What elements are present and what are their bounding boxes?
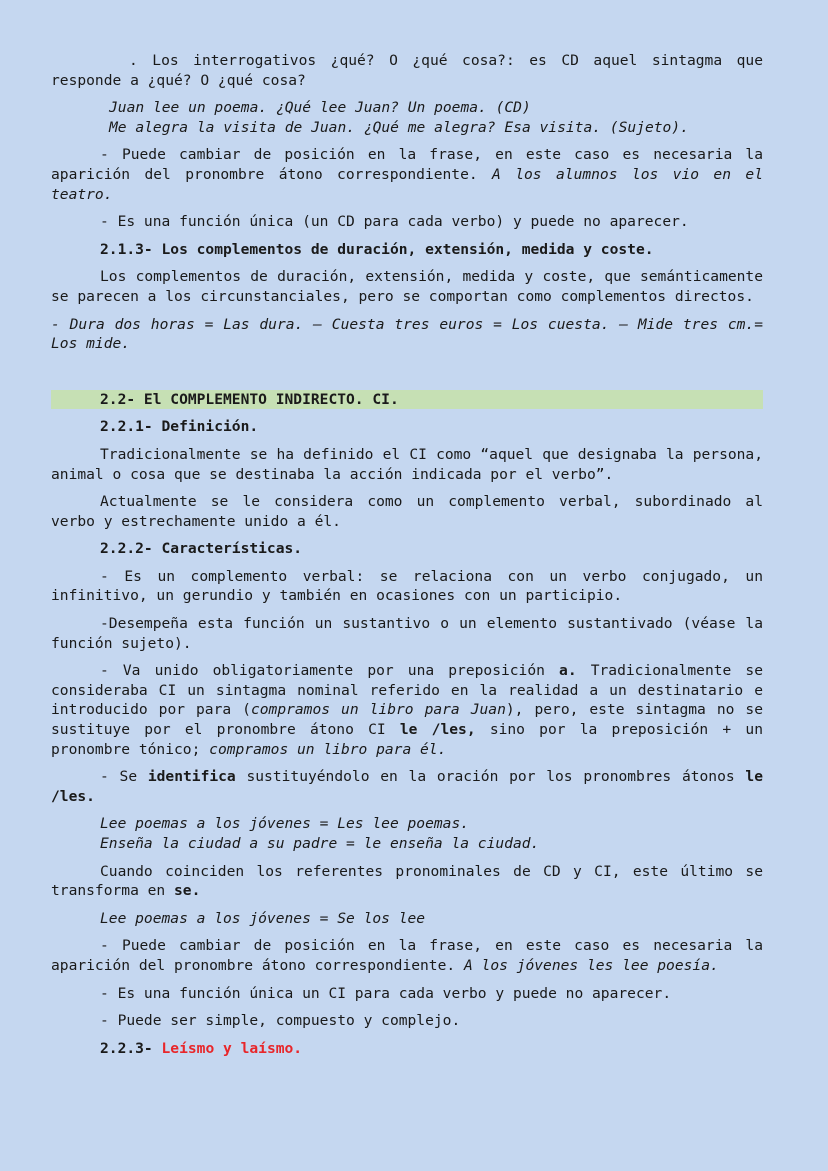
bold-run: le /les, bbox=[399, 721, 476, 739]
heading-number: 2.2.3- bbox=[100, 1039, 162, 1057]
document-body bbox=[51, 51, 763, 1066]
ci-unica-paragraph: - Es una función única un CI para cada verbo y puede no aparecer. bbox=[100, 984, 672, 1002]
bold-run: a. bbox=[559, 662, 577, 680]
caracteristica-1: - Es un complemento verbal: se relaciona con un verbo conjugado, un infinitivo, un gerundio y también en ocasiones con un participio. bbox=[51, 567, 763, 605]
definicion-paragraph-2: Actualmente se le considera como un complemento verbal, subordinado al verbo y estrechamente unido a él. bbox=[51, 493, 763, 530]
ci-simple-paragraph: - Puede ser simple, compuesto y complejo. bbox=[100, 1012, 461, 1030]
complementos-examples: - Dura dos horas = Las dura. – Cuesta tres euros = Los cuesta. – Mide tres cm.= Los mide. bbox=[51, 315, 763, 353]
text-run: - Se bbox=[100, 768, 148, 786]
heading-2-2: 2.2- El COMPLEMENTO INDIRECTO. CI. bbox=[51, 390, 763, 410]
coinciden-paragraph bbox=[51, 862, 763, 901]
example-line: Juan lee un poema. ¿Qué lee Juan? Un poema. (CD) bbox=[109, 99, 531, 117]
interrogativos-paragraph: . Los interrogativos ¿qué? O ¿qué cosa?: es CD aquel sintagma que responde a ¿qué? O ¿qué cosa? bbox=[51, 52, 763, 89]
text-run: ), pero, este sintagma no se sustituye por el pronombre átono CI bbox=[51, 701, 764, 739]
heading-2-2-2: 2.2.2- Características. bbox=[100, 540, 303, 558]
caracteristica-4 bbox=[51, 767, 763, 806]
cd-unica-paragraph: - Es una función única (un CD para cada verbo) y puede no aparecer. bbox=[100, 213, 689, 231]
spacer bbox=[51, 362, 763, 390]
bold-run: le /les. bbox=[51, 768, 763, 805]
ci-posicion-paragraph bbox=[51, 936, 763, 975]
heading-2-2-3 bbox=[51, 1039, 763, 1059]
bold-run: se. bbox=[174, 882, 201, 900]
italic-run: compramos un libro para él. bbox=[209, 740, 447, 758]
example-line: Enseña la ciudad a su padre = le enseña la ciudad. bbox=[100, 835, 540, 852]
example-line: Me alegra la visita de Juan. ¿Qué me alegra? Esa visita. (Sujeto). bbox=[109, 118, 689, 136]
text-run: sino por la preposición + un pronombre tónico; bbox=[51, 721, 763, 758]
italic-run: A los jóvenes les lee poesía. bbox=[463, 956, 719, 974]
example-line: Lee poemas a los jóvenes = Se los lee bbox=[100, 909, 426, 927]
example-line: Lee poemas a los jóvenes = Les lee poemas. bbox=[100, 815, 470, 833]
cd-posicion-paragraph bbox=[51, 145, 763, 204]
bold-run: identifica bbox=[147, 768, 236, 786]
complementos-paragraph: Los complementos de duración, extensión, medida y coste, que semánticamente se parecen a los circunstanciales, pero se comportan como complementos directos. bbox=[51, 268, 763, 305]
text-run: sustituyéndolo en la oración por los pronombres átonos bbox=[235, 768, 746, 786]
text-run: - Puede cambiar de posición en la frase, en este caso es necesaria la aparición del pronombre átono correspondiente. bbox=[51, 937, 763, 974]
italic-run: compramos un libro para Juan bbox=[250, 701, 506, 719]
caracteristica-2: -Desempeña esta función un sustantivo o un elemento sustantivado (véase la función sujeto). bbox=[51, 615, 763, 652]
heading-2-1-3: 2.1.3- Los complementos de duración, extensión, medida y coste. bbox=[100, 240, 654, 258]
text-run: Tradicionalmente se consideraba CI un sintagma nominal referido en la realidad a un destinatario e introducido por para ( bbox=[51, 662, 763, 719]
text-run: - Va unido obligatoriamente por una preposición bbox=[100, 662, 560, 680]
definicion-paragraph-1: Tradicionalmente se ha definido el CI como “aquel que designaba la persona, animal o cosa que se destinaba la acción indicada por el verbo”. bbox=[51, 445, 763, 483]
heading-title-red: Leísmo y laísmo. bbox=[161, 1039, 303, 1057]
cd-posicion-example: A los alumnos los vio en el teatro. bbox=[51, 165, 763, 203]
cd-posicion-text: - Puede cambiar de posición en la frase, en este caso es necesaria la aparición del pronombre átono correspondiente. bbox=[51, 146, 763, 183]
heading-2-2-1: 2.2.1- Definición. bbox=[100, 418, 259, 436]
caracteristica-3 bbox=[51, 661, 763, 759]
text-run: Cuando coinciden los referentes pronominales de CD y CI, este último se transforma en bbox=[51, 862, 763, 900]
